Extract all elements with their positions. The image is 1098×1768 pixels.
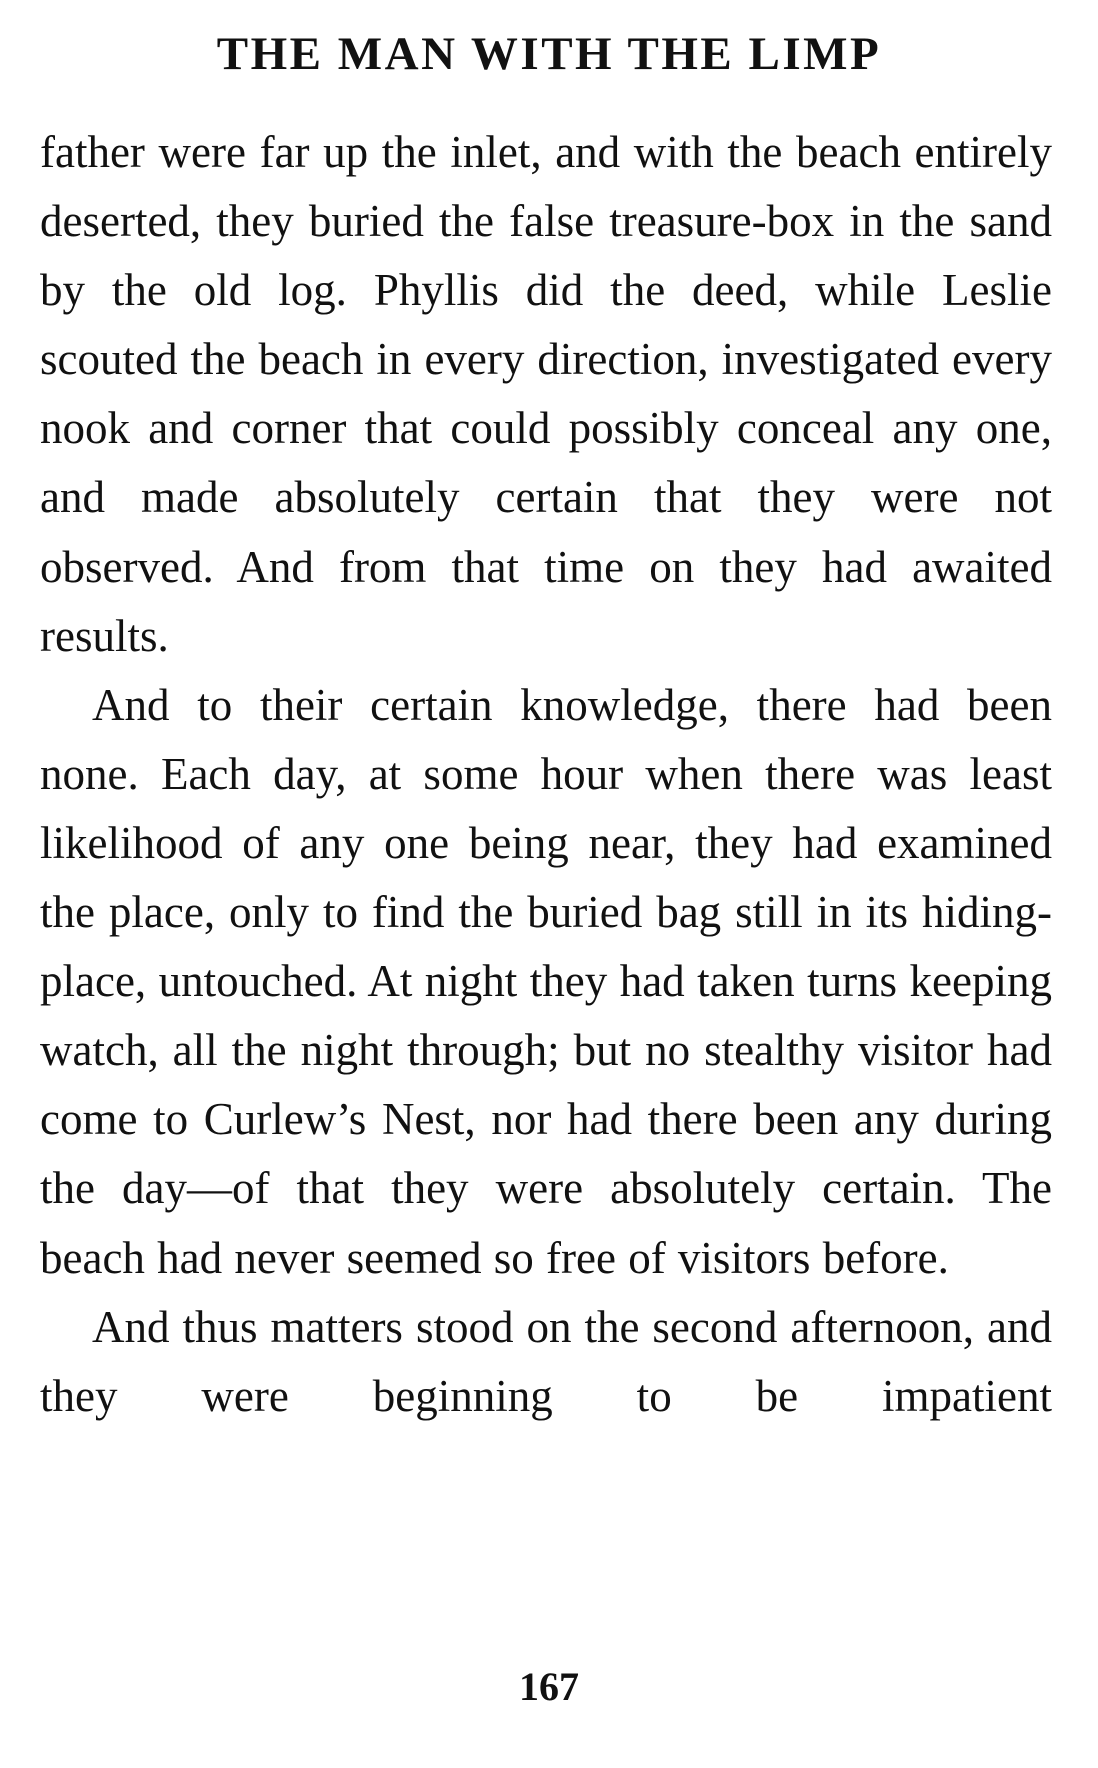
paragraph-2: And to their certain knowledge, there had been none. Each day, at some hour when there was least likelihood of any one being near, they had examined the place, only to find the buried bag still in its hiding-place, untouched. At night they had taken turns keeping watch, all the night through; but no stealthy visitor had come to Curlew’s Nest, nor had there been any during the day—of that they were absolutely certain. The beach had never seemed so free of visitors before. xyxy=(40,679,1052,1283)
paragraph-1: father were far up the inlet, and with the beach entirely deserted, they buried the false treasure-box in the sand by the old log. Phyllis did the deed, while Leslie scouted the beach in every direction, investigated every nook and corner that could possibly conceal any one, and made absolutely certain that they were not observed. And from that time on they had awaited results. xyxy=(40,127,1052,661)
paragraph-3: And thus matters stood on the second afternoon, and they were beginning to be impatient xyxy=(40,1301,1052,1421)
page-number: 167 xyxy=(519,1664,579,1709)
running-head: THE MAN WITH THE LIMP xyxy=(216,28,882,80)
body-text xyxy=(40,118,1052,1431)
